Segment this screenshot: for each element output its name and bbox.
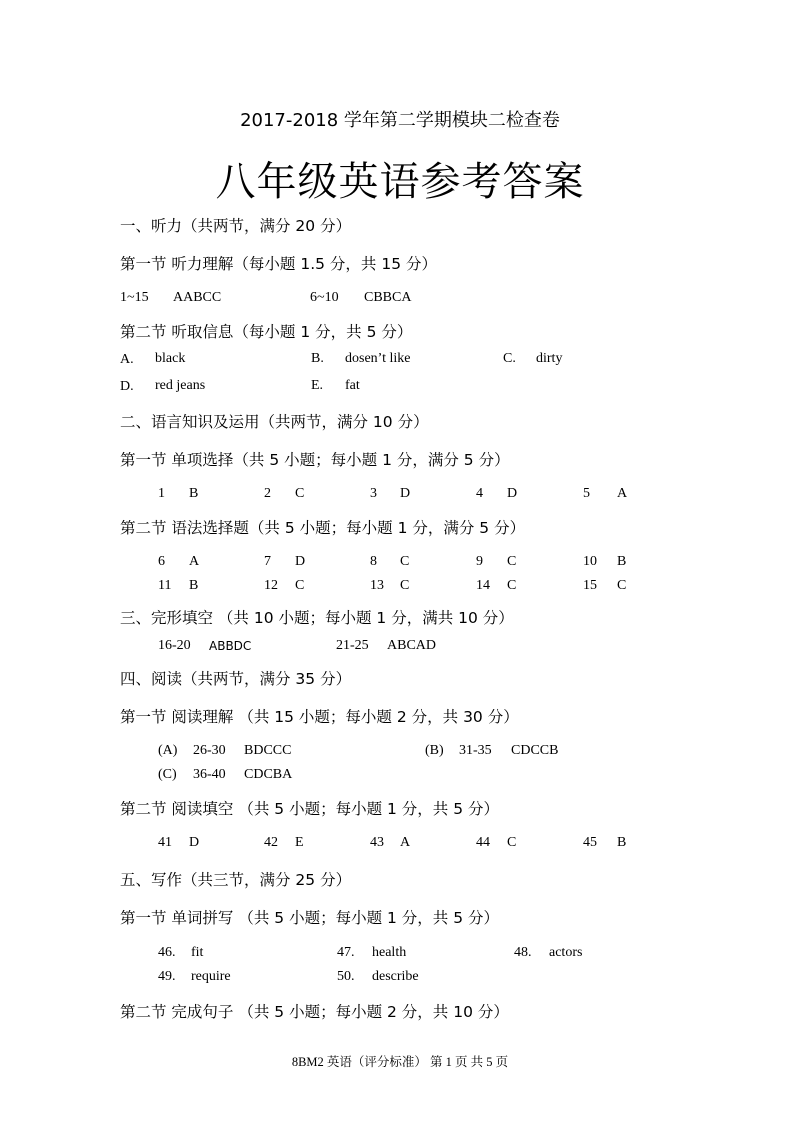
p2s2-num-11: 11 <box>158 578 172 593</box>
p3-range-2: 21-25 <box>336 638 369 653</box>
part1-s2-text-a: black <box>155 351 186 366</box>
p5s1-word-49: require <box>191 969 231 984</box>
p2s2-ans-13: C <box>400 578 410 593</box>
p2s2-num-10: 10 <box>583 554 597 569</box>
p4s2-num-43: 43 <box>370 835 384 850</box>
p4s1-value-b: CDCCB <box>511 743 559 758</box>
p2s2-num-14: 14 <box>476 578 490 593</box>
p2s1-ans-4: D <box>507 486 518 501</box>
part5-heading: 五、写作（共三节，满分 25 分） <box>120 871 352 889</box>
p2s1-ans-1: B <box>189 486 199 501</box>
p5s1-num-48: 48. <box>514 945 532 960</box>
p4s1-label-a: (A) <box>158 743 178 758</box>
p2s1-num-2: 2 <box>264 486 271 501</box>
p2s2-num-15: 15 <box>583 578 597 593</box>
p2s2-ans-12: C <box>295 578 305 593</box>
p3-range-1: 16-20 <box>158 638 191 653</box>
p2s2-num-9: 9 <box>476 554 483 569</box>
page-footer: 8BM2 英语（评分标准） 第 1 页 共 5 页 <box>291 1055 509 1069</box>
p2s2-ans-7: D <box>295 554 306 569</box>
part5-section2-heading: 第二节 完成句子 （共 5 小题；每小题 2 分，共 10 分） <box>120 1003 509 1021</box>
part5-section1-heading: 第一节 单词拼写 （共 5 小题；每小题 1 分，共 5 分） <box>120 909 500 927</box>
part1-s2-text-b: dosen’t like <box>345 351 411 366</box>
p4s1-range-a: 26-30 <box>193 743 226 758</box>
p4s2-num-44: 44 <box>476 835 490 850</box>
part1-s2-letter-a: A. <box>120 352 134 367</box>
p4s1-range-b: 31-35 <box>459 743 492 758</box>
part1-s1-range-1: 1~15 <box>120 290 149 305</box>
p4s2-num-45: 45 <box>583 835 597 850</box>
p2s2-ans-10: B <box>617 554 627 569</box>
p2s2-num-13: 13 <box>370 578 384 593</box>
p2s1-num-5: 5 <box>583 486 590 501</box>
p4s2-ans-42: E <box>295 835 304 850</box>
part1-s2-letter-b: B. <box>311 351 324 366</box>
p2s2-ans-9: C <box>507 554 517 569</box>
page-title: 八年级英语参考答案 <box>215 159 585 205</box>
p4s1-range-c: 36-40 <box>193 767 226 782</box>
part1-s1-value-1: AABCC <box>173 290 222 305</box>
p3-value-1: ABBDC <box>209 639 252 653</box>
p4s2-ans-45: B <box>617 835 627 850</box>
p4s1-value-c: CDCBA <box>244 767 293 782</box>
part1-section1-heading: 第一节 听力理解（每小题 1.5 分，共 15 分） <box>120 255 438 273</box>
part3-heading: 三、完形填空 （共 10 小题；每小题 1 分，满共 10 分） <box>120 609 514 627</box>
p4s2-num-41: 41 <box>158 835 172 850</box>
part1-section2-heading: 第二节 听取信息（每小题 1 分，共 5 分） <box>120 323 413 341</box>
exam-subtitle: 2017-2018 学年第二学期模块二检查卷 <box>240 110 560 131</box>
p2s2-num-8: 8 <box>370 554 377 569</box>
p4s2-num-42: 42 <box>264 835 278 850</box>
part4-section2-heading: 第二节 阅读填空 （共 5 小题；每小题 1 分，共 5 分） <box>120 800 500 818</box>
part2-section2-heading: 第二节 语法选择题（共 5 小题；每小题 1 分，满分 5 分） <box>120 519 526 537</box>
part4-section1-heading: 第一节 阅读理解 （共 15 小题；每小题 2 分，共 30 分） <box>120 708 519 726</box>
part1-heading: 一、听力（共两节，满分 20 分） <box>120 217 352 235</box>
part1-s1-range-2: 6~10 <box>310 290 339 305</box>
part1-s2-letter-d: D. <box>120 379 134 394</box>
part2-section1-heading: 第一节 单项选择（共 5 小题；每小题 1 分，满分 5 分） <box>120 451 510 469</box>
p2s1-ans-2: C <box>295 486 305 501</box>
p2s1-num-4: 4 <box>476 486 483 501</box>
p2s2-ans-14: C <box>507 578 517 593</box>
p4s2-ans-41: D <box>189 835 200 850</box>
p2s2-ans-8: C <box>400 554 410 569</box>
p2s1-num-1: 1 <box>158 486 165 501</box>
p2s1-num-3: 3 <box>370 486 377 501</box>
p2s1-ans-5: A <box>617 486 628 501</box>
p5s1-word-46: fit <box>191 945 204 960</box>
p4s1-label-b: (B) <box>425 743 444 758</box>
part1-s2-letter-c: C. <box>503 351 516 366</box>
part1-s1-value-2: CBBCA <box>364 290 412 305</box>
p2s2-ans-15: C <box>617 578 627 593</box>
p4s1-label-c: (C) <box>158 767 177 782</box>
p2s2-num-6: 6 <box>158 554 165 569</box>
p5s1-word-50: describe <box>372 969 419 984</box>
p3-value-2: ABCAD <box>387 638 437 653</box>
part1-s2-letter-e: E. <box>311 378 324 393</box>
part2-heading: 二、语言知识及运用（共两节，满分 10 分） <box>120 413 429 431</box>
p2s2-num-12: 12 <box>264 578 278 593</box>
part1-s2-text-d: red jeans <box>155 378 206 393</box>
p5s1-word-48: actors <box>549 945 583 960</box>
p5s1-num-50: 50. <box>337 969 355 984</box>
p2s2-ans-11: B <box>189 578 199 593</box>
p5s1-num-49: 49. <box>158 969 176 984</box>
p5s1-num-46: 46. <box>158 945 176 960</box>
p4s2-ans-43: A <box>400 835 411 850</box>
p4s2-ans-44: C <box>507 835 517 850</box>
p2s2-num-7: 7 <box>264 554 271 569</box>
p5s1-word-47: health <box>372 945 407 960</box>
part4-heading: 四、阅读（共两节，满分 35 分） <box>120 670 352 688</box>
p2s2-ans-6: A <box>189 554 200 569</box>
p4s1-value-a: BDCCC <box>244 743 292 758</box>
part1-s2-text-e: fat <box>345 378 360 393</box>
p2s1-ans-3: D <box>400 486 411 501</box>
p5s1-num-47: 47. <box>337 945 355 960</box>
part1-s2-text-c: dirty <box>536 351 563 366</box>
